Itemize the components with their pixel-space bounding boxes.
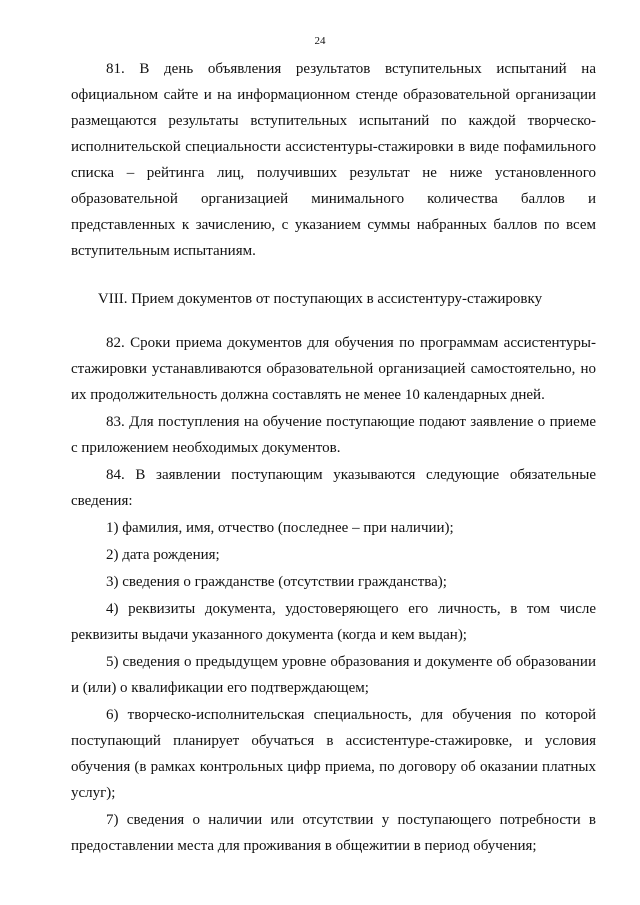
list-item-7: 7) сведения о наличии или отсутствии у поступающего потребности в предоставлении места для проживания в общежитии в период обучения; <box>71 812 596 854</box>
section-body <box>71 330 596 860</box>
paragraph-83: 83. Для поступления на обучение поступающие подают заявление о приеме с приложением необходимых документов. <box>71 414 596 456</box>
page-number: 24 <box>314 35 326 47</box>
list-item-3: 3) сведения о гражданстве (отсутствии гражданства); <box>106 574 447 590</box>
paragraph-81: 81. В день объявления результатов вступительных испытаний на официальном сайте и на информационном стенде образовательной организации размещаются результаты вступительных испытаний по каждой творческо-исполнительской специальности ассистентуры-стажировки в виде пофамильного списка – рейтинга лиц, получивших результат не ниже установленного образовательной организацией минимального количества баллов и представленных к зачислению, с указанием суммы набранных баллов по всем вступительным испытаниям. <box>71 61 596 259</box>
list-item-1: 1) фамилия, имя, отчество (последнее – при наличии); <box>106 520 454 536</box>
list-item-2: 2) дата рождения; <box>106 547 220 563</box>
list-item-5: 5) сведения о предыдущем уровне образования и документе об образовании и (или) о квалификации его подтверждающем; <box>71 654 596 696</box>
list-item-4: 4) реквизиты документа, удостоверяющего его личность, в том числе реквизиты выдачи указанного документа (когда и кем выдан); <box>71 601 596 643</box>
paragraph-82: 82. Сроки приема документов для обучения по программам ассистентуры-стажировки устанавливаются образовательной организацией самостоятельно, но их продолжительность должна составлять не менее 10 календарных дней. <box>71 335 596 403</box>
section-heading: VIII. Прием документов от поступающих в ассистентуру-стажировку <box>97 291 543 307</box>
paragraph-84: 84. В заявлении поступающим указываются следующие обязательные сведения: <box>71 467 596 509</box>
list-item-6: 6) творческо-исполнительская специальность, для обучения по которой поступающий планирует обучаться в ассистентуре-стажировке, и условия обучения (в рамках контрольных цифр приема, по договору об оказании платных услуг); <box>71 707 596 801</box>
